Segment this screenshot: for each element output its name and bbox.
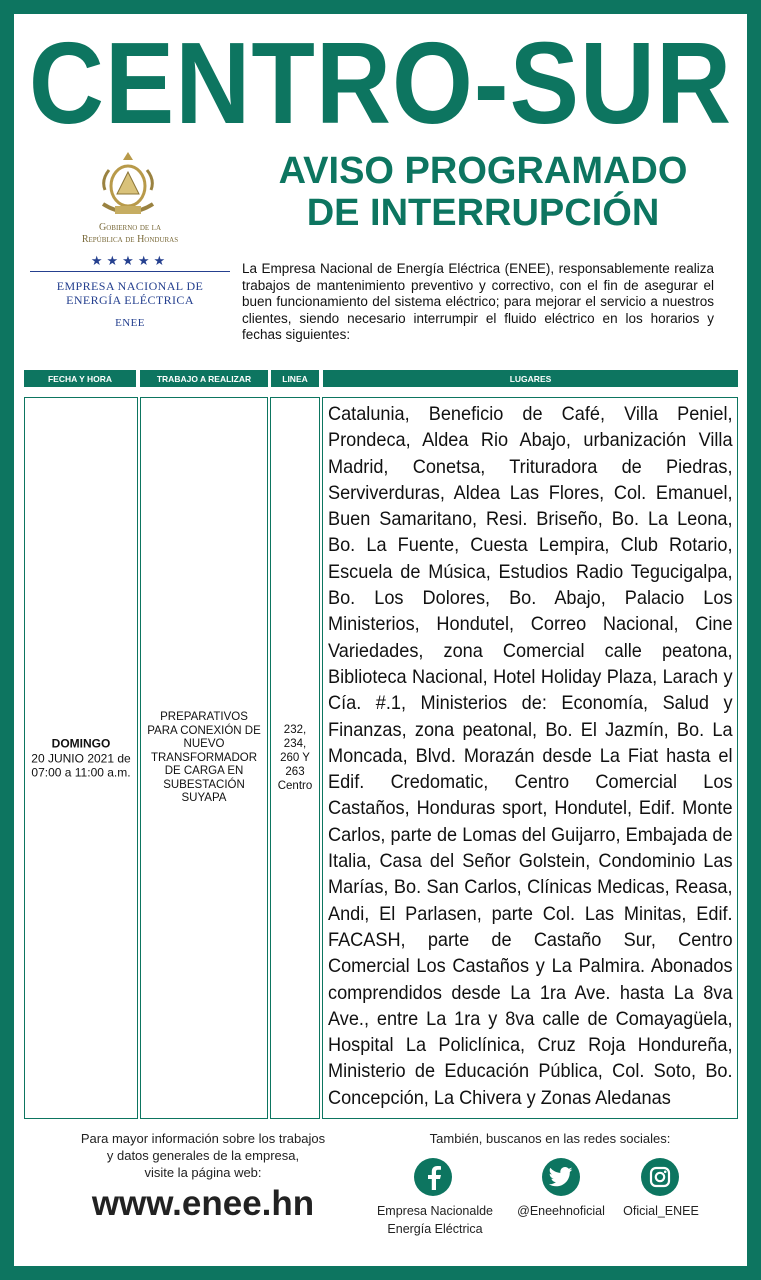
column-header-trabajo: TRABAJO A REALIZAR bbox=[140, 370, 268, 387]
logo-org-line2: ENERGÍA ELÉCTRICA bbox=[66, 293, 194, 307]
cell-trabajo bbox=[140, 397, 268, 1119]
logo-gov-line1: Gobierno de la bbox=[99, 222, 161, 233]
subtitle-line2: DE INTERRUPCIÓN bbox=[306, 192, 660, 234]
twitter-icon[interactable] bbox=[542, 1158, 580, 1196]
cell-lugares bbox=[322, 397, 738, 1119]
footer-info bbox=[68, 1130, 338, 1181]
website-link[interactable]: www.enee.hn bbox=[91, 1184, 315, 1223]
facebook-label[interactable] bbox=[375, 1202, 495, 1238]
row-day: DOMINGO bbox=[51, 736, 111, 751]
twitter-label[interactable]: @Eneehnoficial bbox=[517, 1204, 605, 1218]
row-places: Catalunia, Beneficio de Café, Villa Peniel, Prondeca, Aldea Rio Abajo, urbanización Villa Madrid, Conetsa, Trituradora de Piedras, Serviverduras, Aldea Las Flores, Col. Emanuel, Buen Samaritano, Resi. Briseño, Bo. La Leona, Bo. La Fuente, Cuesta Lempira, Club Rotario, Escuela de Música, Estudios Radio Tegucigalpa, Bo. Los Dolores, Bo. Abajo, Palacio Los Ministerios, Hondutel, Correo Nacional, Cine Variedades, zona Comercial calle peatona, Biblioteca Nacional, Hotel Holiday Plaza, Larach y Cía. #.1, Ministerios de: Economía, Salud y Finanzas, zona peatonal, Bo. El Jazmín, Bo. La Moncada, Blvd. Morazán desde La Fiat hasta el Edif. Credomatic, Centro Comercial Los Castaños, Honduras sport, Hondutel, Edif. Monte Carlos, parte de Lomas del Guijarro, Embajada de Italia, Casa del Señor Golstein, Condominio Las Marías, Bo. San Carlos, Clínicas Medicas, Reasa, Andi, El Parlasen, parte Col. Las Minitas, Edif. FACASH, parte de Castaño Sur, Centro Comercial Los Castaños y La Palmira. Abonados comprendidos desde La 1ra Ave. hasta La 8va Ave., entre La 1ra y 8va calle de Comayagüela, Hospital La Policlínica, Cruz Roja Hondureña, Ministerio de Educación Pública, Col. Soto, Bo. Concepción, La Chivera y Zonas Aledanas bbox=[328, 403, 733, 1109]
row-work: PREPARATIVOS PARA CONEXIÓN DE NUEVO TRANSFORMADOR DE CARGA EN SUBESTACIÓN SUYAPA bbox=[147, 710, 261, 804]
column-header-linea: LINEA bbox=[271, 370, 319, 387]
facebook-label-line2: Energía Eléctrica bbox=[387, 1222, 483, 1236]
subtitle-line1: AVISO PROGRAMADO bbox=[278, 150, 688, 192]
cell-linea bbox=[270, 397, 320, 1119]
cell-fecha bbox=[24, 397, 138, 1119]
page-title: CENTRO-SUR bbox=[28, 18, 733, 149]
logo-org-line1: EMPRESA NACIONAL DE bbox=[56, 279, 204, 293]
notice-subtitle bbox=[238, 150, 728, 234]
facebook-icon[interactable] bbox=[414, 1158, 452, 1196]
logo-gov-line2: República de Honduras bbox=[81, 234, 179, 245]
instagram-label[interactable]: Oficial_ENEE bbox=[623, 1204, 699, 1218]
row-line: 232, 234, 260 Y 263 Centro bbox=[277, 724, 313, 792]
footer-info-line3: visite la página web: bbox=[144, 1165, 262, 1180]
column-header-lugares: LUGARES bbox=[323, 370, 738, 387]
footer-info-line1: Para mayor información sobre los trabajos bbox=[80, 1131, 326, 1146]
footer-info-line2: y datos generales de la empresa, bbox=[106, 1148, 300, 1163]
coat-of-arms-icon bbox=[95, 150, 161, 222]
logo-divider bbox=[30, 271, 230, 272]
row-date: 20 JUNIO 2021 de 07:00 a 11:00 a.m. bbox=[31, 750, 131, 780]
intro-paragraph: La Empresa Nacional de Energía Eléctrica (ENEE), responsablemente realiza trabajos de mantenimiento preventivo y correctivo, con el fin de asegurar el buen funcionamiento del sistema eléctrico; para mejorar el servicio a nuestros clientes, siendo necesario interrumpir el fluido eléctrico en los horarios y fechas siguientes: bbox=[242, 261, 714, 342]
logo-stars: ★★★★★ bbox=[90, 253, 170, 268]
logo-org-abbr: ENEE bbox=[115, 317, 145, 329]
social-title: También, buscanos en las redes sociales: bbox=[429, 1131, 671, 1146]
instagram-icon[interactable] bbox=[641, 1158, 679, 1196]
facebook-label-line1: Empresa Nacionalde bbox=[376, 1204, 494, 1218]
column-header-fecha: FECHA Y HORA bbox=[24, 370, 136, 387]
